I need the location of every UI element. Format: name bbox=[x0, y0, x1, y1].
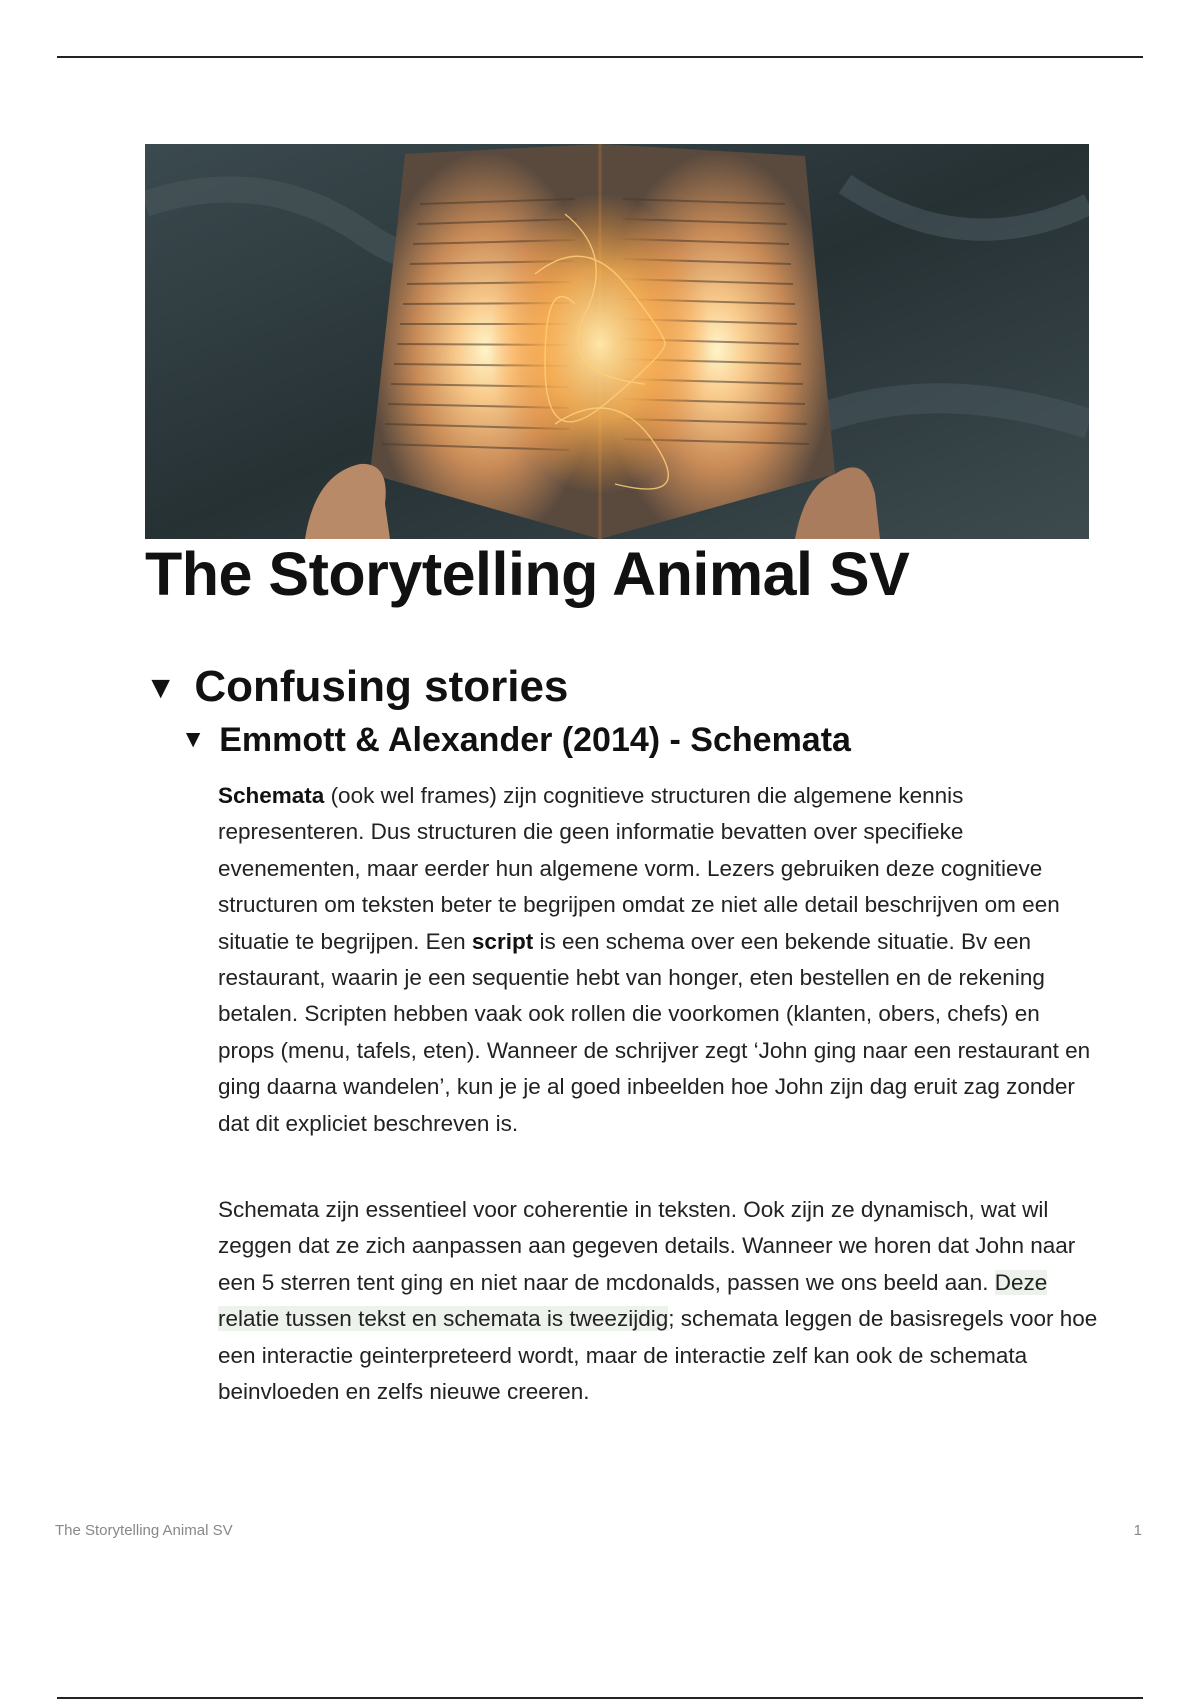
bold-term-script: script bbox=[471, 928, 534, 954]
triangle-down-icon[interactable]: ▼ bbox=[145, 669, 177, 705]
paragraph-text: ; schemata leggen de basisregels voor hoe een interactie geinterpreteerd wordt, maar de interactie zelf kan ook de schemata beinvloeden en zelfs nieuwe creeren. bbox=[218, 1306, 1098, 1405]
paragraph-coherence bbox=[218, 1192, 1098, 1410]
bold-term-schemata: Schemata bbox=[218, 783, 325, 808]
page-number: 1 bbox=[1133, 1522, 1142, 1539]
highlighted-text: Deze relatie tussen tekst en schemata is tweezijdig bbox=[218, 1269, 1048, 1332]
triangle-down-icon[interactable]: ▼ bbox=[181, 726, 206, 753]
toggle-heading-emmott-alexander[interactable] bbox=[181, 718, 851, 762]
subsection-heading: Emmott & Alexander (2014) - Schemata bbox=[219, 721, 851, 759]
footer-title: The Storytelling Animal SV bbox=[55, 1522, 233, 1539]
paragraph-schemata bbox=[218, 778, 1098, 1142]
page-title: The Storytelling Animal SV bbox=[145, 540, 910, 608]
section-heading: Confusing stories bbox=[194, 662, 569, 711]
cover-image bbox=[145, 144, 1089, 539]
paragraph-text: Schemata zijn essentieel voor coherentie in teksten. Ook zijn ze dynamisch, wat wil zeggen dat ze zich aanpassen aan gegeven details. Wanneer we horen dat John naar een 5 sterren tent ging en niet naar de mcdonalds, passen we ons beeld aan. bbox=[218, 1197, 1076, 1295]
toggle-heading-confusing-stories[interactable] bbox=[145, 660, 568, 714]
top-rule bbox=[57, 56, 1143, 58]
bottom-rule bbox=[57, 1697, 1143, 1699]
paragraph-text: is een schema over een bekende situatie. Bv een restaurant, waarin je een sequentie hebt van honger, eten bestellen en de rekening betalen. Scripten hebben vaak ook rollen die voorkomen (klanten, obers, chefs) en props (menu, tafels, eten). Wanneer de schrijver zegt ‘John ging naar een restaurant en ging daarna wandelen’, kun je je al goed inbeelden hoe John zijn dag eruit zag zonder dat dit expliciet beschreven is. bbox=[218, 928, 1091, 1136]
paragraph-text: (ook wel frames) zijn cognitieve structuren die algemene kennis representeren. Dus structuren die geen informatie bevatten over specifieke evenementen, maar eerder hun algemene vorm. Lezers gebruiken deze cognitieve structuren om teksten beter te begrijpen omdat ze niet alle detail beschrijven om een situatie te begrijpen. Een bbox=[218, 783, 1060, 954]
